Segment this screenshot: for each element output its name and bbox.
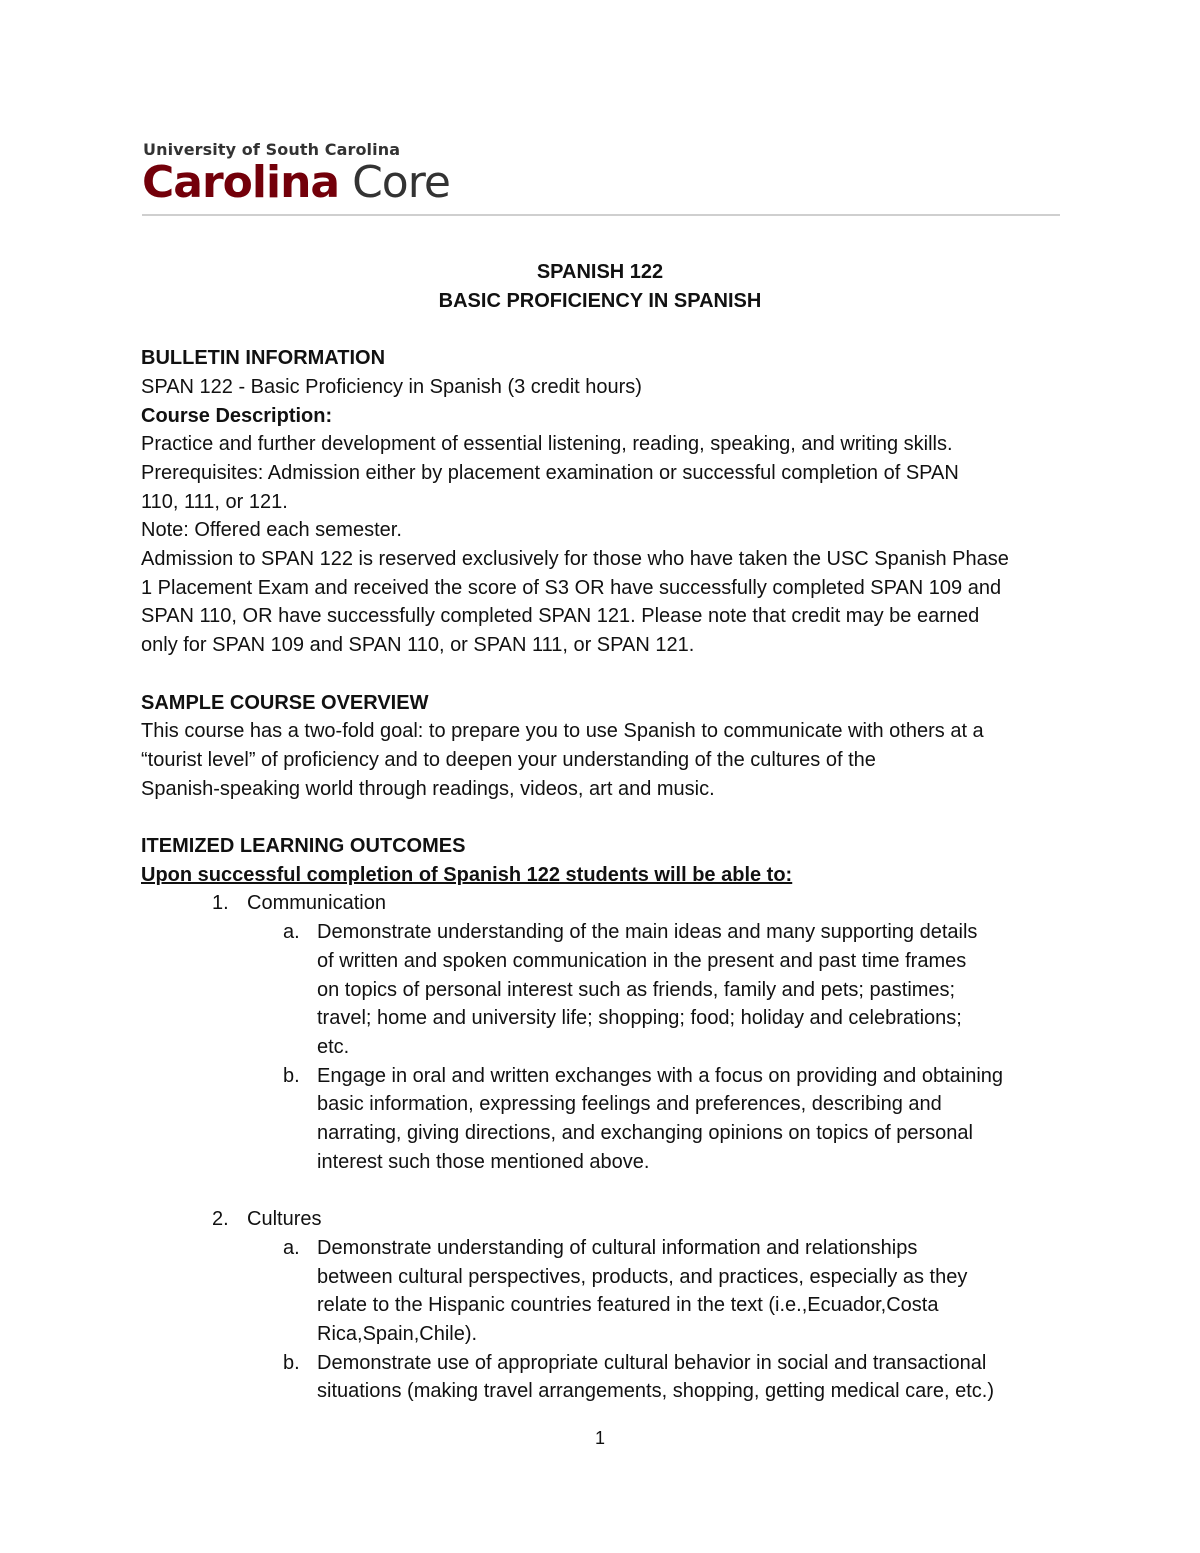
list-text-line: Engage in oral and written exchanges with a focus on providing and obtaining	[317, 1064, 1004, 1087]
document-header	[142, 138, 1060, 216]
list-number: 2.	[212, 1208, 229, 1231]
list-text-line: Demonstrate understanding of cultural information and relationships	[317, 1236, 918, 1259]
sub-outcome-item	[141, 1349, 1066, 1406]
list-letter: a.	[283, 1236, 300, 1259]
list-text-line: etc.	[317, 1035, 350, 1058]
list-text-line: of written and spoken communication in the present and past time frames	[317, 949, 967, 972]
overview-line-2: “tourist level” of proficiency and to deepen your understanding of the cultures of the	[141, 748, 876, 771]
outcome-item-communication	[141, 889, 1066, 918]
list-text-line: basic information, expressing feelings and preferences, describing and	[317, 1093, 942, 1116]
prerequisites-line-2: 110, 111, or 121.	[141, 490, 288, 513]
carolina-core-logo	[142, 157, 450, 209]
list-letter: b.	[283, 1351, 300, 1374]
overview-line-1: This course has a two-fold goal: to prepare you to use Spanish to communicate with others at a	[141, 720, 984, 743]
list-text-line: between cultural perspectives, products, and practices, especially as they	[317, 1265, 968, 1288]
note-line: Note: Offered each semester.	[141, 519, 402, 542]
sub-outcome-item	[141, 1234, 1066, 1349]
list-text-line: Demonstrate understanding of the main ideas and many supporting details	[317, 921, 978, 944]
admission-line-1: Admission to SPAN 122 is reserved exclusively for those who have taken the USC Spanish Phase	[141, 548, 1009, 571]
list-text-line: travel; home and university life; shopping; food; holiday and celebrations;	[317, 1007, 962, 1030]
prerequisites-line-1: Prerequisites: Admission either by placement examination or successful completion of SPAN	[141, 461, 959, 484]
list-item-label: Cultures	[247, 1208, 322, 1231]
list-text-line: relate to the Hispanic countries featured in the text (i.e.,Ecuador,Costa	[317, 1294, 939, 1317]
admission-line-4: only for SPAN 109 and SPAN 110, or SPAN 111, or SPAN 121.	[141, 634, 695, 657]
list-number: 1.	[212, 892, 229, 915]
course-description-text: Practice and further development of essential listening, reading, speaking, and writing skills.	[141, 433, 953, 456]
university-name: University of South Carolina	[143, 140, 401, 159]
course-line: SPAN 122 - Basic Proficiency in Spanish (3 credit hours)	[141, 375, 642, 398]
course-name-title: BASIC PROFICIENCY IN SPANISH	[438, 289, 762, 312]
list-letter: b.	[283, 1064, 300, 1087]
outcome-item-cultures	[141, 1205, 1066, 1234]
sub-outcome-item	[141, 1062, 1066, 1177]
logo-word-carolina: Carolina	[142, 157, 340, 208]
course-description-label: Course Description:	[141, 404, 333, 427]
admission-line-2: 1 Placement Exam and received the score of S3 OR have successfully completed SPAN 109 and	[141, 576, 1002, 599]
list-letter: a.	[283, 921, 300, 944]
list-text-line: situations (making travel arrangements, shopping, getting medical care, etc.)	[317, 1380, 995, 1403]
admission-line-3: SPAN 110, OR have successfully completed SPAN 121. Please note that credit may be earned	[141, 605, 980, 628]
overview-line-3: Spanish-speaking world through readings, videos, art and music.	[141, 777, 715, 800]
document-body	[141, 258, 1066, 1406]
list-text-line: interest such those mentioned above.	[317, 1150, 650, 1173]
outcomes-subheading: Upon successful completion of Spanish 122 students will be able to:	[141, 863, 793, 886]
list-text-line: Demonstrate use of appropriate cultural behavior in social and transactional	[317, 1351, 987, 1374]
course-code-title: SPANISH 122	[536, 261, 664, 283]
list-text-line: narrating, giving directions, and exchanging opinions on topics of personal	[317, 1122, 973, 1145]
sub-outcome-item	[141, 918, 1066, 1062]
logo-word-core: Core	[339, 157, 450, 208]
list-text-line: on topics of personal interest such as friends, family and pets; pastimes;	[317, 978, 956, 1001]
overview-heading: SAMPLE COURSE OVERVIEW	[141, 691, 429, 714]
outcomes-heading: ITEMIZED LEARNING OUTCOMES	[141, 835, 466, 858]
list-item-label: Communication	[247, 892, 386, 915]
bulletin-heading: BULLETIN INFORMATION	[141, 347, 386, 370]
list-text-line: Rica,Spain,Chile).	[317, 1322, 478, 1345]
page-number: 1	[594, 1428, 605, 1448]
